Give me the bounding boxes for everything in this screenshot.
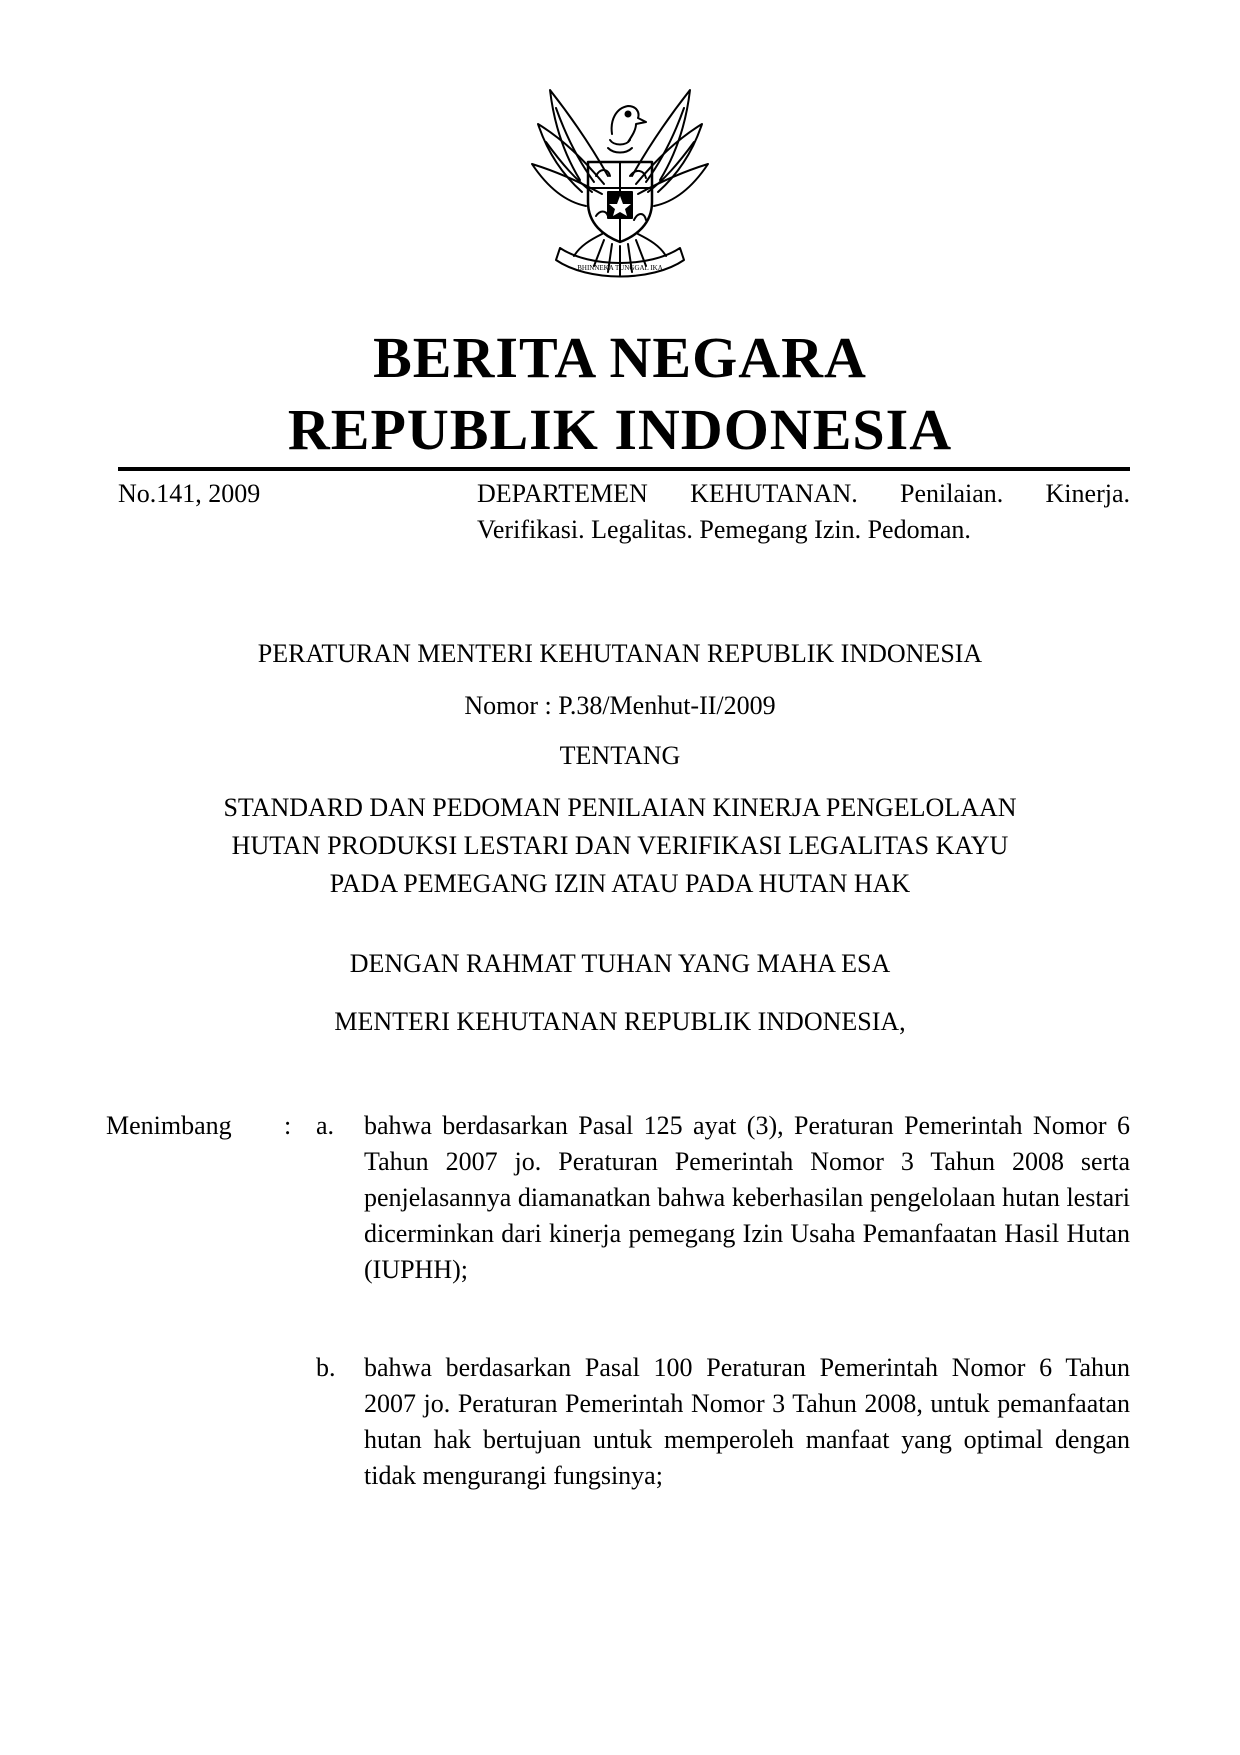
regulation-title: PERATURAN MENTERI KEHUTANAN REPUBLIK INDONESIA <box>257 639 983 668</box>
motto-text: BHINNEKA TUNGGAL IKA <box>577 264 663 272</box>
list-item-letter: b. <box>316 1353 336 1382</box>
considering-colon: : <box>284 1111 292 1140</box>
regulation-about: TENTANG <box>559 741 681 770</box>
considering-label: Menimbang <box>106 1111 232 1140</box>
masthead-title: BERITA NEGARA <box>373 325 867 390</box>
document-subject: DEPARTEMEN KEHUTANAN. Penilaian. Kinerja. Verifikasi. Legalitas. Pemegang Izin. Pedoman. <box>477 479 1130 544</box>
masthead-subtitle: REPUBLIK INDONESIA <box>287 397 953 462</box>
list-item-text: bahwa berdasarkan Pasal 100 Peraturan Pemerintah Nomor 6 Tahun 2007 jo. Peraturan Pemerintah Nomor 3 Tahun 2008, untuk pemanfaatan hutan hak bertujuan untuk memperoleh manfaat yang optimal dengan tidak mengurangi fungsinya; <box>364 1353 1130 1490</box>
list-item-letter: a. <box>316 1111 335 1140</box>
document-number: No.141, 2009 <box>118 479 261 508</box>
regulation-topic-line: HUTAN PRODUKSI LESTARI DAN VERIFIKASI LEGALITAS KAYU <box>231 831 1009 860</box>
regulation-number: Nomor : P.38/Menhut-II/2009 <box>464 691 776 720</box>
blessing-line: DENGAN RAHMAT TUHAN YANG MAHA ESA <box>349 949 891 978</box>
regulation-topic-line: PADA PEMEGANG IZIN ATAU PADA HUTAN HAK <box>329 869 911 898</box>
regulation-topic-line: STANDARD DAN PEDOMAN PENILAIAN KINERJA PENGELOLAAN <box>223 793 1017 822</box>
minister-line: MENTERI KEHUTANAN REPUBLIK INDONESIA, <box>334 1007 906 1036</box>
garuda-emblem-icon <box>520 84 720 298</box>
header-divider <box>118 467 1130 471</box>
list-item-text: bahwa berdasarkan Pasal 125 ayat (3), Peraturan Pemerintah Nomor 6 Tahun 2007 jo. Peraturan Pemerintah Nomor 3 Tahun 2008 serta penjelasannya diamanatkan bahwa keberhasilan pengelolaan hutan lestari dicerminkan dari kinerja pemegang Izin Usaha Pemanfaatan Hasil Hutan (IUPHH); <box>364 1111 1130 1284</box>
